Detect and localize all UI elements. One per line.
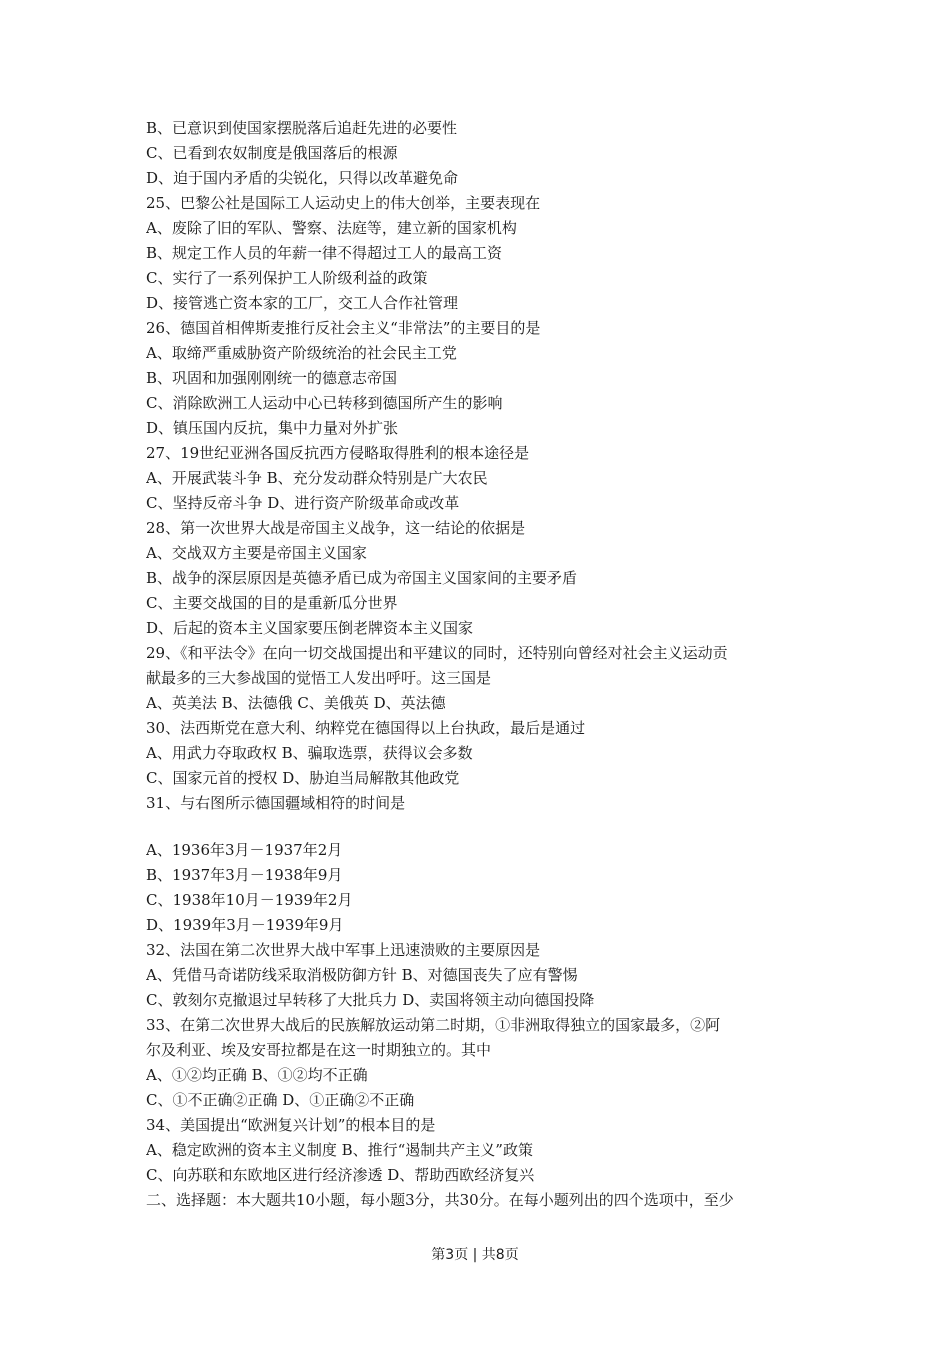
- question-32: 32、法国在第二次世界大战中军事上迅速溃败的主要原因是: [146, 941, 541, 959]
- option-line: A、废除了旧的军队、警察、法庭等，建立新的国家机构: [146, 219, 517, 237]
- question-29-cont: 献最多的三大参战国的觉悟工人发出呼吁。这三国是: [146, 669, 492, 687]
- option-line: C、主要交战国的目的是重新瓜分世界: [146, 594, 398, 612]
- section-heading: 二、选择题：本大题共10小题，每小题3分，共30分。在每小题列出的四个选项中，至少: [146, 1191, 734, 1209]
- option-line: B、战争的深层原因是英德矛盾已成为帝国主义国家间的主要矛盾: [146, 569, 578, 587]
- option-line: C、实行了一系列保护工人阶级利益的政策: [146, 269, 428, 287]
- option-line: A、交战双方主要是帝国主义国家: [146, 544, 367, 562]
- question-block-a: [146, 116, 826, 816]
- question-29: 29、《和平法令》在向一切交战国提出和平建议的同时，还特别向曾经对社会主义运动贡: [146, 644, 728, 662]
- option-line: C、敦刻尔克撤退过早转移了大批兵力 D、卖国将领主动向德国投降: [146, 991, 595, 1009]
- option-line: A、英美法 B、法德俄 C、美俄英 D、英法德: [146, 694, 446, 712]
- question-33-cont: 尔及利亚、埃及安哥拉都是在这一时期独立的。其中: [146, 1041, 492, 1059]
- option-line: C、①不正确②正确 D、①正确②不正确: [146, 1091, 415, 1109]
- option-line: B、巩固和加强刚刚统一的德意志帝国: [146, 369, 398, 387]
- option-line: C、1938年10月－1939年2月: [146, 891, 353, 909]
- question-31: 31、与右图所示德国疆域相符的时间是: [146, 794, 406, 812]
- option-line: D、后起的资本主义国家要压倒老牌资本主义国家: [146, 619, 474, 637]
- text-line: D、迫于国内矛盾的尖锐化，只得以改革避免命: [146, 169, 459, 187]
- option-line: A、凭借马奇诺防线采取消极防御方针 B、对德国丧失了应有警惕: [146, 966, 578, 984]
- option-line: B、1937年3月－1938年9月: [146, 866, 343, 884]
- option-line: A、取缔严重威胁资产阶级统治的社会民主工党: [146, 344, 457, 362]
- question-block-b: [146, 838, 826, 1213]
- option-line: C、国家元首的授权 D、胁迫当局解散其他政党: [146, 769, 460, 787]
- blank-gap: [146, 816, 826, 838]
- option-line: D、1939年3月－1939年9月: [146, 916, 344, 934]
- document-body: [146, 116, 826, 1213]
- option-line: D、镇压国内反抗，集中力量对外扩张: [146, 419, 399, 437]
- option-line: A、稳定欧洲的资本主义制度 B、推行“遏制共产主义”政策: [146, 1141, 533, 1159]
- question-33: 33、在第二次世界大战后的民族解放运动第二时期，①非洲取得独立的国家最多，②阿: [146, 1016, 721, 1034]
- option-line: A、开展武装斗争 B、充分发动群众特别是广大农民: [146, 469, 488, 487]
- question-27: 27、19世纪亚洲各国反抗西方侵略取得胜利的根本途径是: [146, 444, 530, 462]
- option-line: B、规定工作人员的年薪一律不得超过工人的最高工资: [146, 244, 503, 262]
- question-26: 26、德国首相俾斯麦推行反社会主义“非常法”的主要目的是: [146, 319, 541, 337]
- option-line: A、1936年3月－1937年2月: [146, 841, 343, 859]
- option-line: C、消除欧洲工人运动中心已转移到德国所产生的影响: [146, 394, 503, 412]
- text-line: B、已意识到使国家摆脱落后追赶先进的必要性: [146, 119, 458, 137]
- option-line: A、用武力夺取政权 B、骗取选票，获得议会多数: [146, 744, 473, 762]
- question-34: 34、美国提出“欧洲复兴计划”的根本目的是: [146, 1116, 436, 1134]
- option-line: C、向苏联和东欧地区进行经济渗透 D、帮助西欧经济复兴: [146, 1166, 535, 1184]
- option-line: A、①②均正确 B、①②均不正确: [146, 1066, 368, 1084]
- question-25: 25、巴黎公社是国际工人运动史上的伟大创举，主要表现在: [146, 194, 541, 212]
- option-line: C、坚持反帝斗争 D、进行资产阶级革命或改革: [146, 494, 460, 512]
- text-line: C、已看到农奴制度是俄国落后的根源: [146, 144, 398, 162]
- question-28: 28、第一次世界大战是帝国主义战争，这一结论的依据是: [146, 519, 526, 537]
- question-30: 30、法西斯党在意大利、纳粹党在德国得以上台执政，最后是通过: [146, 719, 586, 737]
- option-line: D、接管逃亡资本家的工厂，交工人合作社管理: [146, 294, 459, 312]
- page-footer: 第3页 | 共8页: [431, 1247, 519, 1263]
